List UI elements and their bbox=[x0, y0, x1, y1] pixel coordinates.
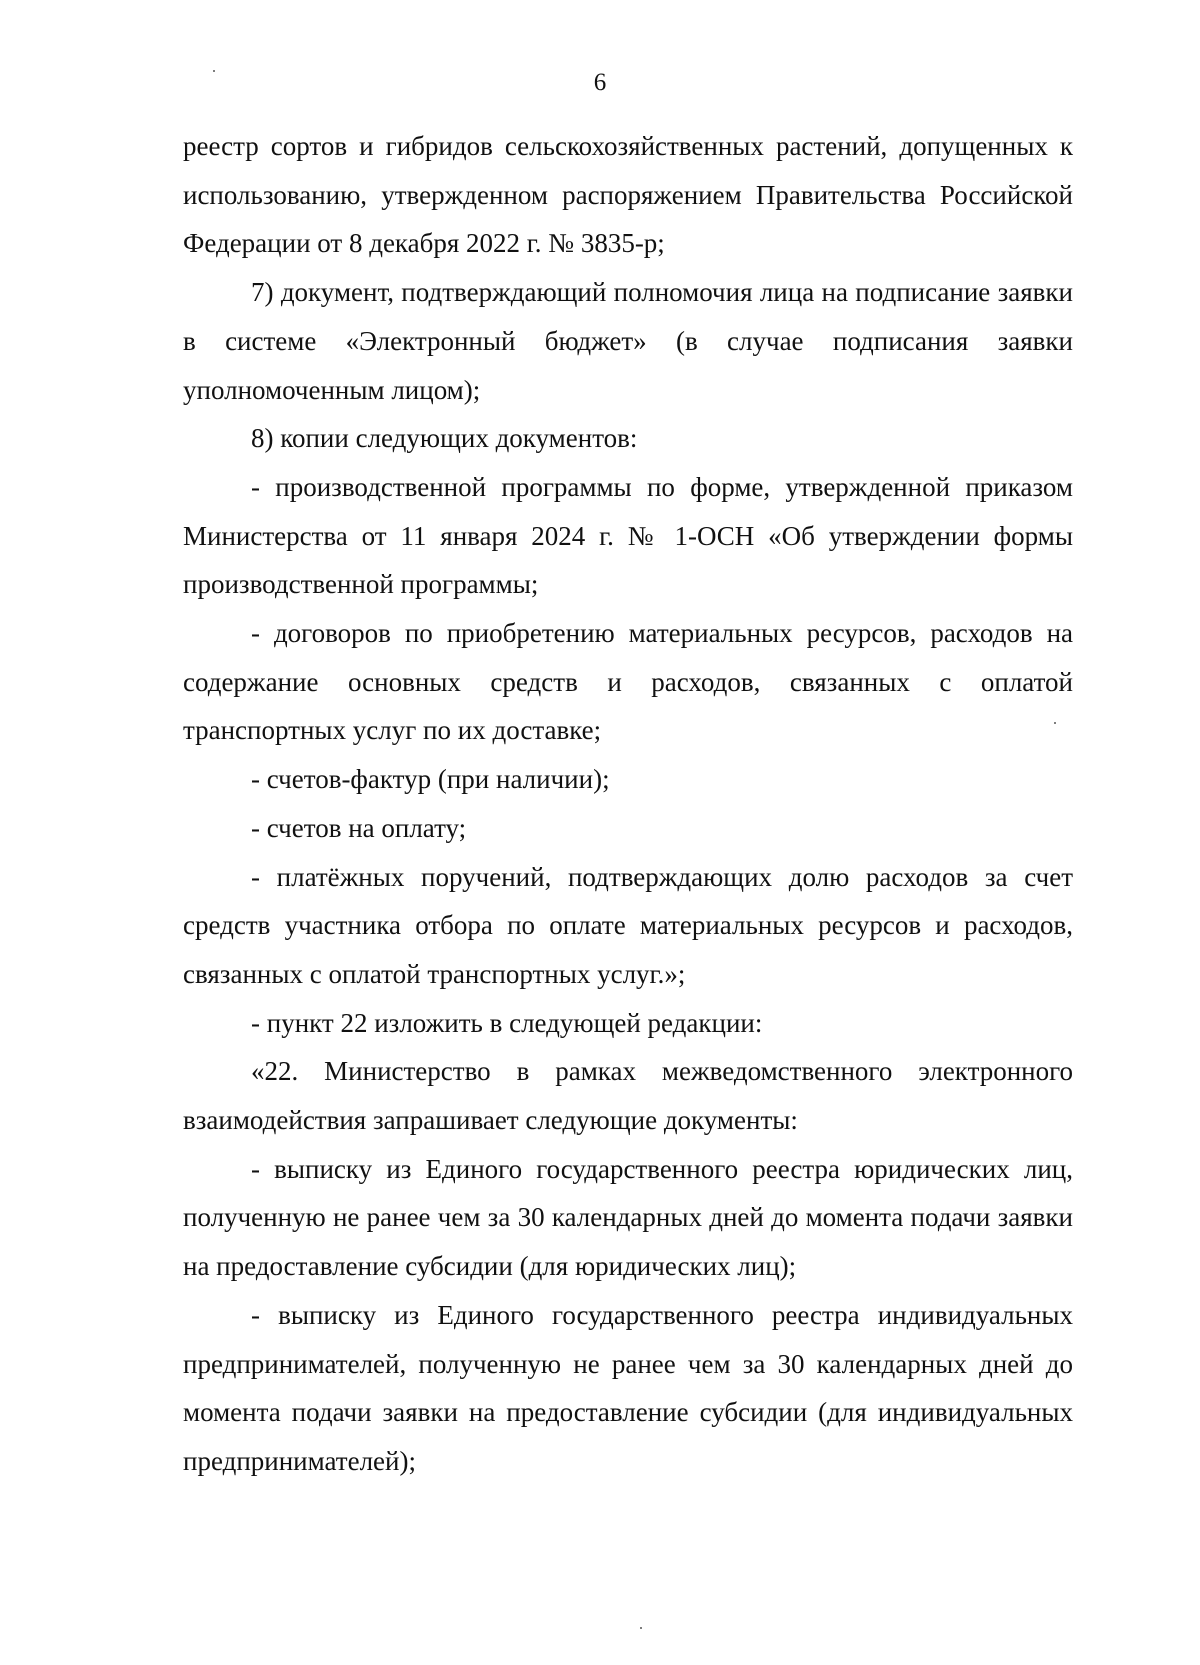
paragraph-registry-continuation: реестр сортов и гибридов сельскохозяйственных растений, допущенных к использованию, утвержденном распоряжением Правительства Российской Федерации от 8 декабря 2022 г. № 3835-р; bbox=[183, 131, 1073, 259]
list-item-payment-orders: - платёжных поручений, подтверждающих долю расходов за счет средств участника отбора по оплате материальных ресурсов и расходов, связанных с оплатой транспортных услуг.»; bbox=[183, 861, 1073, 989]
paragraph-amend-point-22: - пункт 22 изложить в следующей редакции: bbox=[251, 1007, 763, 1038]
list-item-payment-bills: - счетов на оплату; bbox=[251, 812, 467, 843]
paragraph-item-7: 7) документ, подтверждающий полномочия лица на подписание заявки в системе «Электронный бюджет» (в случае подписания заявки уполномоченным лицом); bbox=[183, 277, 1073, 405]
scan-speck bbox=[640, 1627, 642, 1629]
list-item-production-program: - производственной программы по форме, утвержденной приказом Министерства от 11 января 2024 г. № 1-ОСН «Об утверждении формы производственной программы; bbox=[183, 471, 1073, 600]
list-item-contracts: - договоров по приобретению материальных ресурсов, расходов на содержание основных средств и расходов, связанных с оплатой транспортных услуг по их доставке; bbox=[183, 618, 1073, 746]
scan-speck bbox=[213, 70, 215, 72]
page-number: 6 bbox=[593, 69, 607, 96]
paragraph-item-8: 8) копии следующих документов: bbox=[251, 423, 638, 454]
list-item-egrul-extract: - выписку из Единого государственного реестра юридических лиц, полученную не ранее чем за 30 календарных дней до момента подачи заявки на предоставление субсидии (для юридических лиц); bbox=[183, 1153, 1073, 1282]
list-item-invoices: - счетов-фактур (при наличии); bbox=[251, 764, 610, 795]
paragraph-point-22: «22. Министерство в рамках межведомственного электронного взаимодействия запрашивает следующие документы: bbox=[183, 1056, 1073, 1136]
scan-speck bbox=[1054, 722, 1056, 724]
document-body bbox=[183, 122, 1073, 1486]
list-item-egrip-extract: - выписку из Единого государственного реестра индивидуальных предпринимателей, полученную не ранее чем за 30 календарных дней до момента подачи заявки на предоставление субсидии (для индивидуальных предпринимателей); bbox=[183, 1299, 1073, 1476]
